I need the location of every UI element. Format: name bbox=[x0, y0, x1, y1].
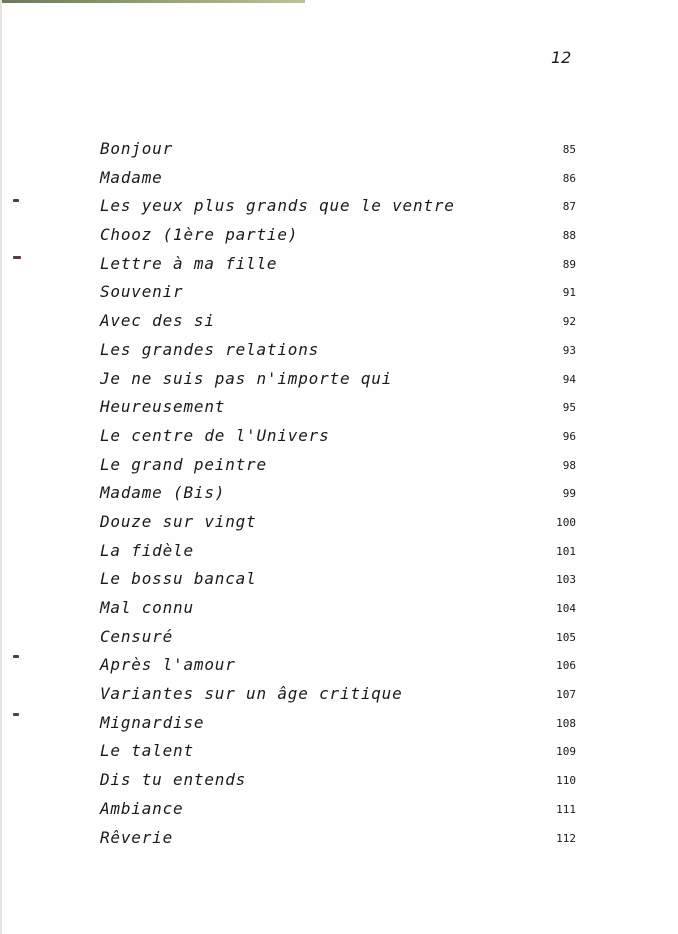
toc-entry-page: 87 bbox=[562, 200, 576, 214]
toc-entry-title: Ambiance bbox=[100, 798, 184, 818]
margin-mark bbox=[13, 199, 19, 202]
toc-entry-page: 86 bbox=[562, 171, 576, 185]
toc-entry bbox=[100, 339, 580, 368]
toc-entry bbox=[100, 683, 580, 712]
toc-entry bbox=[100, 368, 580, 397]
toc-entry-title: Le bossu bancal bbox=[100, 569, 257, 589]
toc-entry bbox=[100, 654, 580, 683]
toc-entry-page: 91 bbox=[562, 286, 576, 300]
toc-entry-title: Le grand peintre bbox=[100, 454, 267, 474]
toc-entry-title: Douze sur vingt bbox=[100, 511, 257, 531]
toc-entry bbox=[100, 224, 580, 253]
toc-entry-page: 93 bbox=[562, 343, 576, 357]
top-edge-rule bbox=[0, 0, 305, 3]
toc-entry-title: Bonjour bbox=[100, 139, 174, 158]
left-page-edge bbox=[0, 0, 2, 934]
toc-entry-title: Mignardise bbox=[100, 712, 205, 732]
toc-entry-title: Les yeux plus grands que le ventre bbox=[100, 196, 455, 216]
toc-entry bbox=[100, 769, 580, 798]
toc-entry bbox=[100, 425, 580, 454]
toc-entry bbox=[100, 568, 580, 597]
toc-entry-title: Rêverie bbox=[100, 827, 174, 847]
toc-entry-title: Dis tu entends bbox=[100, 770, 247, 790]
toc-entry-page: 106 bbox=[556, 659, 576, 673]
toc-entry-page: 98 bbox=[562, 458, 576, 472]
toc-entry-title: Avec des si bbox=[100, 311, 215, 331]
page-number: 12 bbox=[551, 48, 572, 67]
toc-entry-title: Lettre à ma fille bbox=[100, 253, 278, 273]
toc-entry-title: La fidèle bbox=[100, 540, 194, 560]
toc-entry bbox=[100, 712, 580, 741]
toc-entry-title: Madame bbox=[100, 167, 163, 187]
toc-entry bbox=[100, 310, 580, 339]
toc-entry-page: 111 bbox=[556, 802, 576, 816]
toc-entry-title: Après l'amour bbox=[100, 655, 236, 675]
toc-entry bbox=[100, 253, 580, 282]
toc-entry-page: 89 bbox=[562, 257, 576, 271]
toc-entry bbox=[100, 827, 580, 856]
toc-entry-title: Le centre de l'Univers bbox=[100, 425, 330, 445]
toc-entry-title: Le talent bbox=[100, 741, 194, 761]
toc-entry bbox=[100, 626, 580, 655]
toc-entry-page: 88 bbox=[562, 229, 576, 243]
toc-entry bbox=[100, 511, 580, 540]
toc-entry-title: Chooz (1ère partie) bbox=[100, 225, 299, 245]
toc-entry bbox=[100, 597, 580, 626]
toc-entry-page: 96 bbox=[562, 429, 576, 443]
toc-entry bbox=[100, 396, 580, 425]
toc-entry-page: 110 bbox=[556, 774, 576, 788]
toc-entry-page: 104 bbox=[556, 602, 576, 615]
toc-entry-title: Variantes sur un âge critique bbox=[100, 684, 403, 704]
toc-entry bbox=[100, 482, 580, 511]
toc-entry-page: 95 bbox=[562, 401, 576, 415]
toc-entry-page: 101 bbox=[556, 544, 576, 558]
toc-entry bbox=[100, 167, 580, 196]
margin-mark bbox=[13, 655, 19, 658]
toc-entry-page: 103 bbox=[556, 573, 576, 587]
toc-entry bbox=[100, 454, 580, 483]
toc-entry-title: Heureusement bbox=[100, 397, 226, 417]
toc-entry-page: 112 bbox=[556, 831, 576, 845]
toc-entry-page: 100 bbox=[556, 515, 576, 529]
toc-entry-page: 108 bbox=[556, 716, 576, 730]
toc-entry-title: Je ne suis pas n'importe qui bbox=[100, 368, 393, 388]
toc-entry bbox=[100, 540, 580, 569]
toc-entry-title: Souvenir bbox=[100, 282, 184, 302]
toc-entry bbox=[100, 798, 580, 827]
toc-entry bbox=[100, 138, 580, 167]
toc-entry-page: 105 bbox=[556, 630, 576, 644]
toc-entry-page: 109 bbox=[556, 745, 576, 759]
toc-entry-page: 99 bbox=[562, 487, 576, 501]
margin-mark bbox=[13, 256, 21, 259]
toc-entry-page: 107 bbox=[556, 688, 576, 702]
toc-entry-title: Mal connu bbox=[100, 598, 194, 617]
toc-entry-page: 85 bbox=[562, 143, 576, 156]
table-of-contents bbox=[100, 138, 580, 855]
toc-entry-page: 94 bbox=[562, 372, 576, 386]
toc-entry-title: Les grandes relations bbox=[100, 339, 320, 359]
toc-entry-title: Madame (Bis) bbox=[100, 483, 226, 503]
toc-entry bbox=[100, 740, 580, 769]
toc-entry-page: 92 bbox=[562, 315, 576, 329]
toc-entry-title: Censuré bbox=[100, 626, 174, 646]
toc-entry bbox=[100, 281, 580, 310]
margin-mark bbox=[13, 713, 19, 716]
toc-entry bbox=[100, 195, 580, 224]
